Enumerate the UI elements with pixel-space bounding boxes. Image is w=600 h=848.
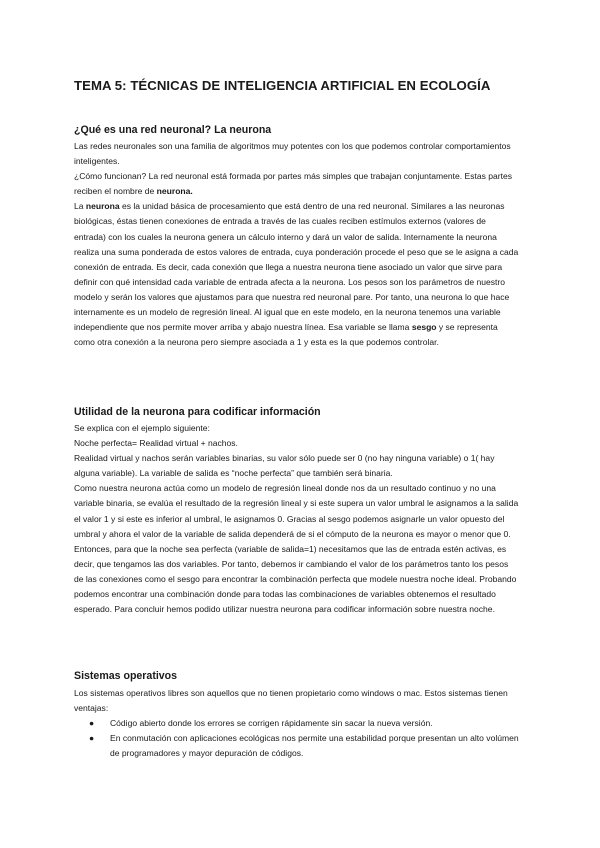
list-item-text: En conmutación con aplicaciones ecológicas nos permite una estabilidad porque presentan un alto volúmen de programadores y mayor depuración de códigos. (110, 733, 519, 759)
paragraph (74, 169, 520, 199)
bold-term: neurona (85, 201, 120, 212)
paragraph: Realidad virtual y nachos serán variables binarias, su valor sólo puede ser 0 (no hay ninguna variable) o 1( hay alguna variable). La variable de salida es “noche perfecta” que también será binaria. (74, 453, 495, 479)
section-body-utilidad (74, 421, 520, 617)
document-title: TEMA 5: TÉCNICAS DE INTELIGENCIA ARTIFICIAL EN ECOLOGÍA (74, 78, 491, 93)
paragraph: Se explica con el ejemplo siguiente: (74, 423, 210, 433)
paragraph-text: ¿Cómo funcionan? La red neuronal está formada por partes más simples que trabajan conjuntamente. Estas partes reciben el nombre de (74, 171, 513, 197)
bold-term: neurona. (156, 186, 193, 197)
paragraph: Noche perfecta= Realidad virtual + nachos. (74, 438, 238, 449)
paragraph: Entonces, para que la noche sea perfecta (variable de salida=1) necesitamos que las de entrada estén activas, es decir, que tengamos las dos variables. Por tanto, debemos ir cambiando el valor de los parámetros tanto los pesos de las conexiones como el sesgo para encontrar la combinación perfecta que modele nuestra noche ideal. Probando podemos encontrar una combinación donde para todas las combinaciones de variables obtenemos el resultado esperado. Para concluir hemos podido utilizar nuestra neurona para codificar información sobre nuestra noche. (74, 543, 517, 615)
bullet-icon: ● (89, 718, 95, 728)
list-item-text: Código abierto donde los errores se corrigen rápidamente sin sacar la nueva versión. (110, 718, 433, 728)
section-heading-neurona: ¿Qué es una red neuronal? La neurona (74, 124, 272, 136)
paragraph: Las redes neuronales son una familia de algoritmos muy potentes con los que podemos controlar comportamientos inteligentes. (74, 141, 511, 167)
bold-term: sesgo (411, 322, 437, 333)
bullet-icon: ● (89, 733, 95, 744)
section-heading-sistemas: Sistemas operativos (74, 670, 178, 682)
paragraph: Como nuestra neurona actúa como un modelo de regresión lineal donde nos da un resultado continuo y no una variable binaria, se evalúa el resultado de la regresión lineal y si este supera un valor umbral le asignamos a la salida el valor 1 y si este es inferior al umbral, le asignamos 0. Gracias al sesgo podemos asignarle un valor opuesto del umbral y ahora el valor de la variable de salida dependerá de si el cómputo de la neurona es mayor o menor que 0. (74, 483, 519, 539)
bullet-list (74, 716, 520, 761)
list-item (74, 731, 520, 761)
paragraph-text: y se representa como otra conexión a la neurona pero siempre asociada a 1 y esta es la que podemos controlar. (74, 322, 498, 348)
section-heading-utilidad: Utilidad de la neurona para codificar información (74, 406, 321, 418)
section-body-neurona (74, 139, 520, 350)
paragraph-text: La (74, 201, 86, 212)
paragraph (74, 199, 520, 350)
section-intro-sistemas: Los sistemas operativos libres son aquellos que no tienen propietario como windows o mac. Estos sistemas tienen ventajas: (74, 688, 508, 714)
list-item (74, 716, 520, 731)
paragraph-text: es la unidad básica de procesamiento que está dentro de una red neuronal. Similares a las neuronas biológicas, éstas tienen conexiones de entrada a través de las cuales reciben estímulos externos (valores de entrada) con los cuales la neurona genera un cálculo interno y dará un valor de salida. Internamente la neurona realiza una suma ponderada de estos valores de entrada, cuya ponderación procede el peso que se le asigna a cada conexión de entrada. Es decir, cada conexión que llega a nuestra neurona tiene asociado un valor que sirve para definir con qué intensidad cada variable de entrada afecta a la neurona. Los pesos son los parámetros de nuestro modelo y serán los valores que ajustamos para que nuestra red neuronal pare. Por tanto, una neurona lo que hace internamente es un modelo de regresión lineal. Al igual que en este modelo, en la neurona tenemos una variable independiente que nos permite mover arriba y abajo nuestra línea. Esa variable se llama (74, 201, 519, 333)
